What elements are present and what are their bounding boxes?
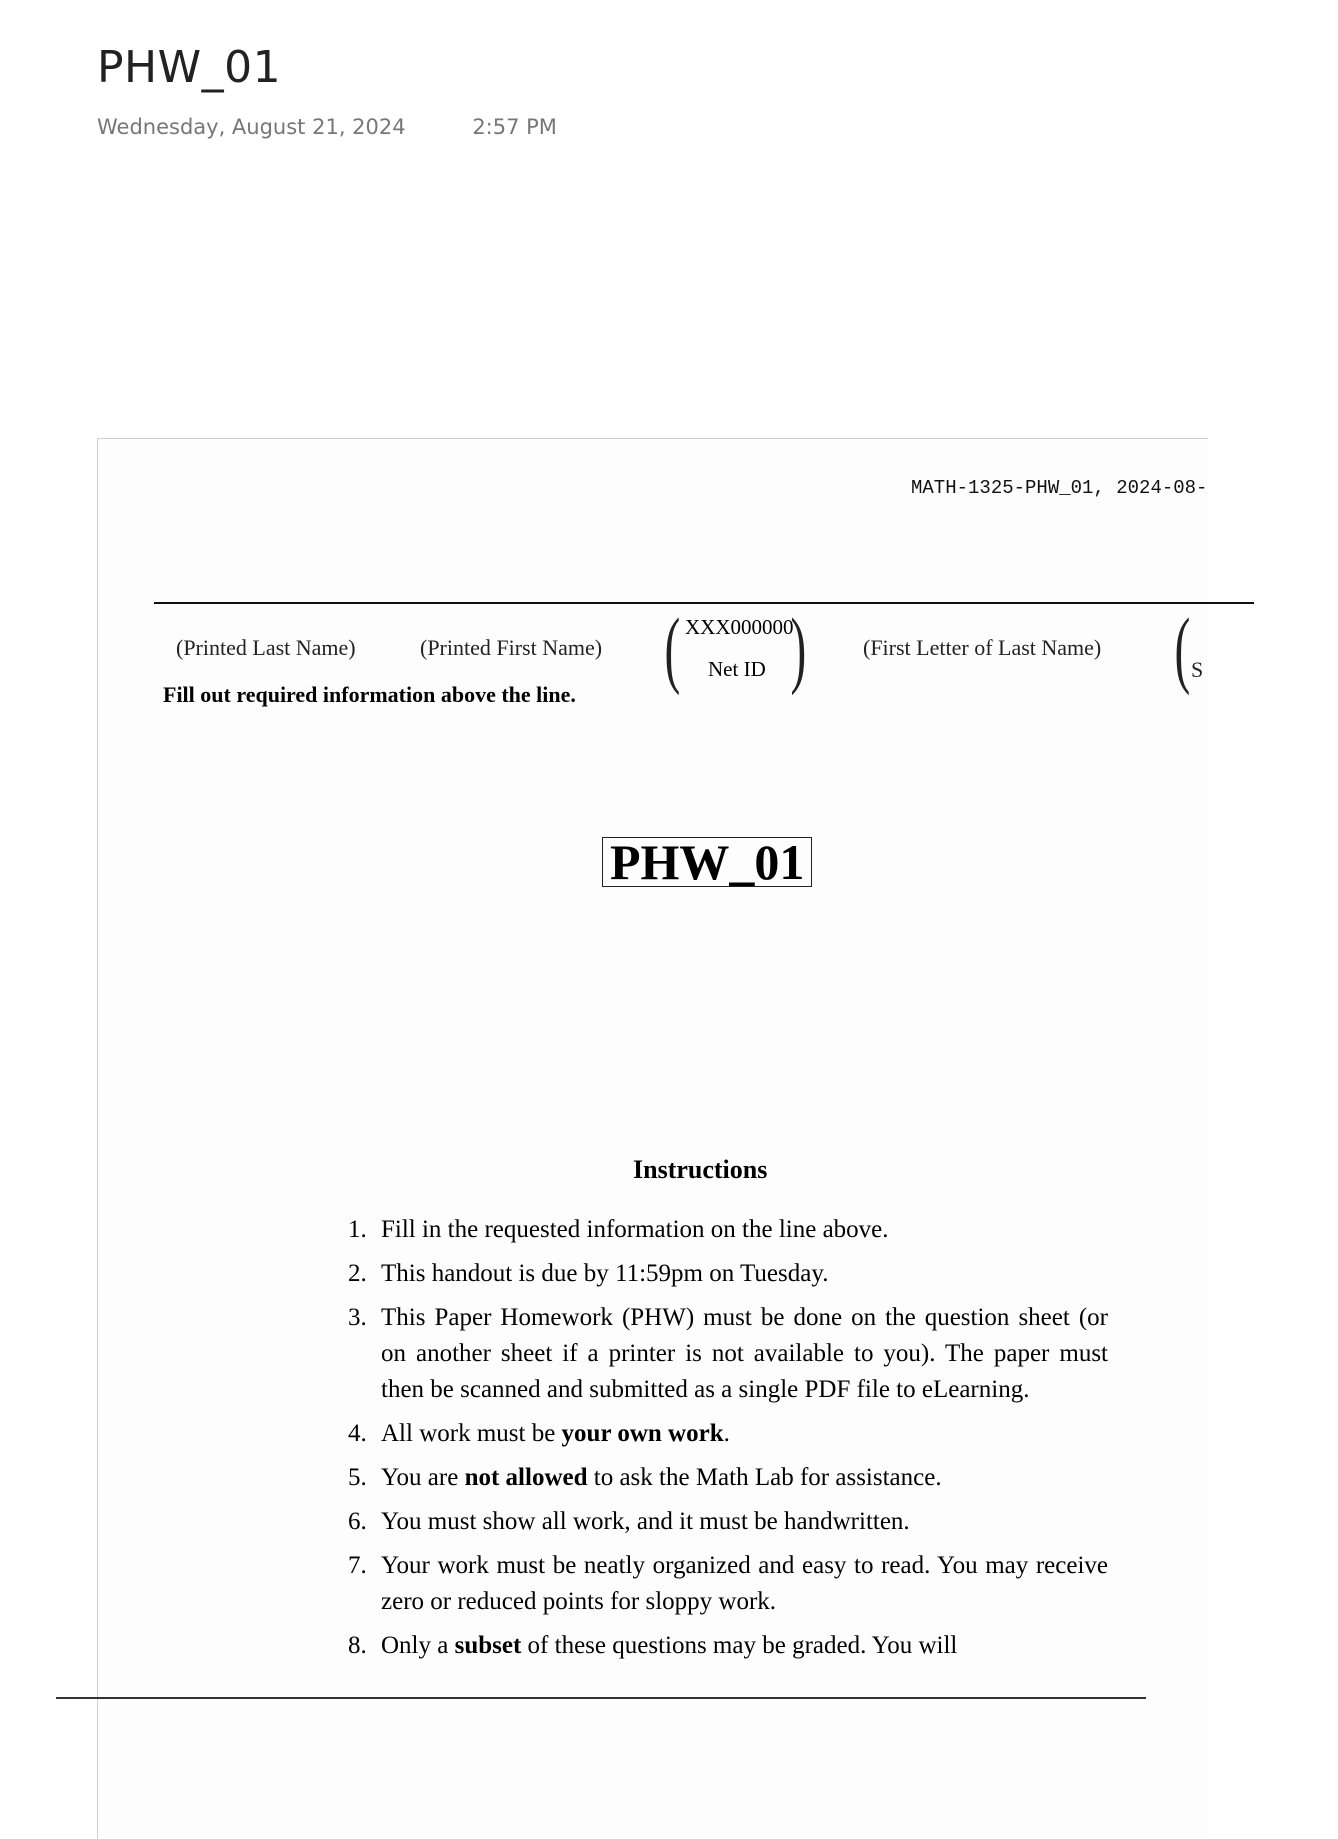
- instruction-text: This Paper Homework (PHW) must be done on the question sheet (or on another sheet if a printer is not available to you). The paper must then be scanned and submitted as a single PDF file to eLearning.: [381, 1304, 1108, 1403]
- instruction-text: Only a: [381, 1632, 455, 1659]
- first-name-label: (Printed First Name): [420, 635, 603, 660]
- instruction-item: [348, 1300, 1108, 1408]
- instruction-emphasis: not allowed: [464, 1464, 588, 1491]
- instruction-text: All work must be: [381, 1420, 562, 1447]
- instruction-number: 2.: [348, 1260, 367, 1287]
- left-paren: (: [664, 600, 681, 696]
- instructions-heading: Instructions: [633, 1155, 768, 1184]
- instruction-item: [348, 1416, 1108, 1452]
- instruction-text: Your work must be neatly organized and easy to read. You may receive zero or reduced points for sloppy work.: [381, 1552, 1108, 1615]
- page-time: 2:57 PM: [472, 115, 557, 139]
- instruction-text: You are: [381, 1464, 465, 1491]
- document-title: PHW_01: [602, 837, 812, 887]
- netid-example: XXX000000: [685, 615, 794, 639]
- page-date: Wednesday, August 21, 2024: [97, 115, 406, 139]
- first-letter-label: (First Letter of Last Name): [863, 635, 1102, 660]
- instruction-item: [348, 1212, 1108, 1248]
- right-paren: ): [790, 600, 807, 696]
- info-line: [154, 602, 1254, 604]
- instruction-number: 6.: [348, 1508, 367, 1535]
- instruction-number: 4.: [348, 1420, 367, 1447]
- instruction-text: You must show all work, and it must be handwritten.: [381, 1508, 910, 1535]
- instruction-text: .: [723, 1420, 730, 1447]
- instruction-text: Fill in the requested information on the line above.: [381, 1216, 889, 1243]
- instruction-item: [348, 1628, 1108, 1664]
- instruction-text: This handout is due by 11:59pm on Tuesday.: [381, 1260, 829, 1287]
- cut-off-label: S: [1191, 657, 1204, 682]
- instruction-text: to ask the Math Lab for assistance.: [587, 1464, 942, 1491]
- instruction-item: [348, 1548, 1108, 1620]
- page-title[interactable]: PHW_01: [97, 42, 282, 93]
- instruction-emphasis: your own work: [561, 1420, 724, 1447]
- last-name-label: (Printed Last Name): [176, 635, 356, 660]
- instruction-item: [348, 1256, 1108, 1292]
- netid-label: Net ID: [708, 657, 766, 681]
- instruction-item: [348, 1460, 1108, 1496]
- instruction-number: 5.: [348, 1464, 367, 1491]
- instruction-text: of these questions may be graded. You will: [521, 1632, 958, 1659]
- fill-out-note: Fill out required information above the line.: [163, 682, 576, 707]
- page-timestamp: [97, 115, 557, 139]
- instruction-number: 1.: [348, 1216, 367, 1243]
- instruction-number: 8.: [348, 1632, 367, 1659]
- instruction-number: 7.: [348, 1552, 367, 1579]
- instruction-item: [348, 1504, 1108, 1540]
- instructions-list: [348, 1212, 1108, 1672]
- pdf-printout[interactable]: [97, 438, 1208, 1839]
- instruction-emphasis: subset: [454, 1632, 522, 1659]
- left-paren-2: (: [1174, 600, 1191, 696]
- instruction-number: 3.: [348, 1304, 367, 1331]
- page-bottom-rule: [56, 1697, 1146, 1699]
- document-header: MATH-1325-PHW_01, 2024-08-: [911, 477, 1208, 499]
